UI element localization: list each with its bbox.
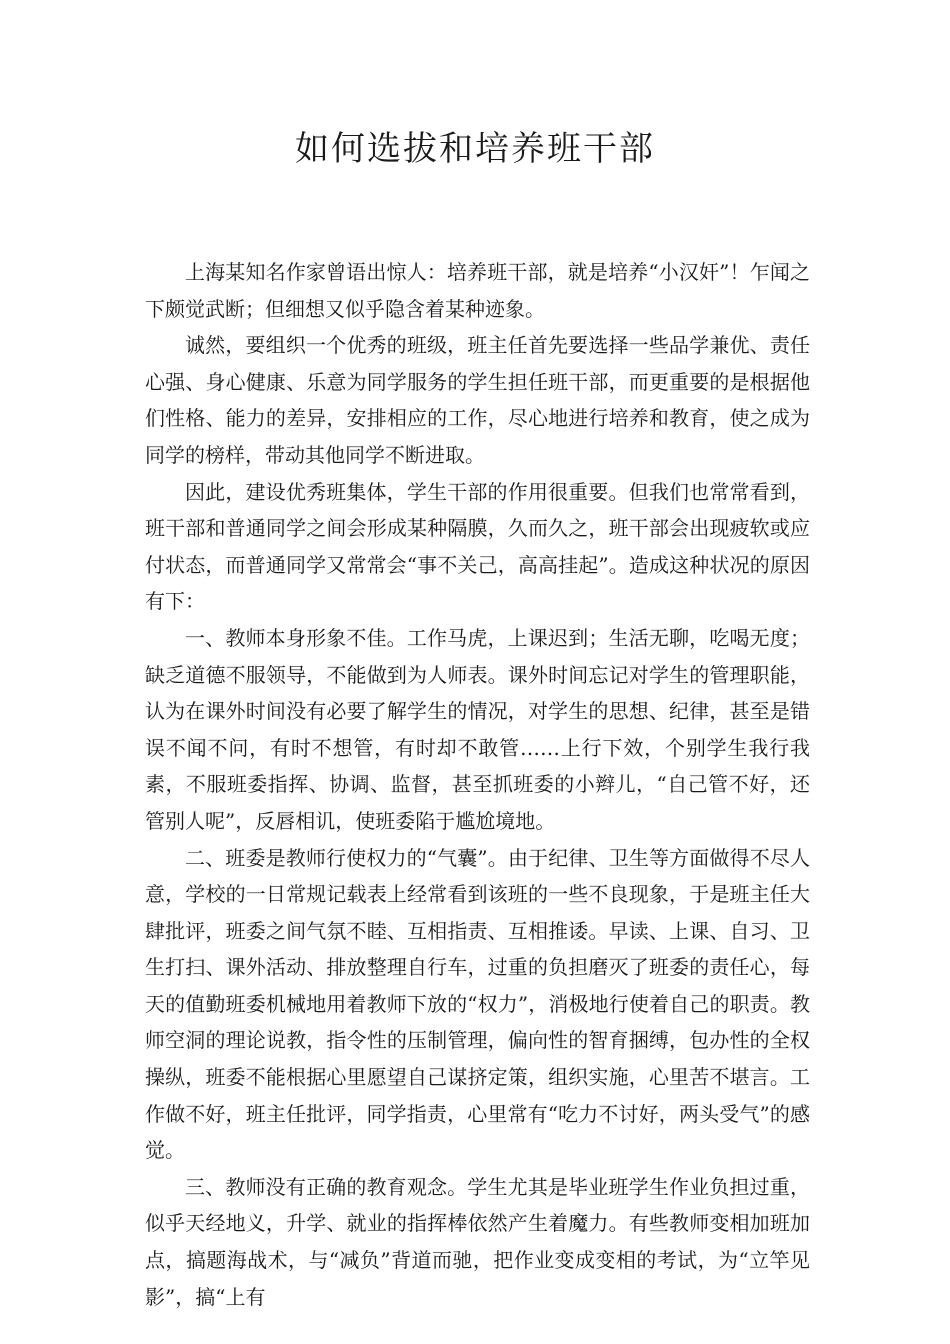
paragraph-intro: 上海某知名作家曾语出惊人：培养班干部，就是培养“小汉奸”！乍闻之下颇觉武断；但细想又似乎隐含着某种迹象。	[145, 260, 810, 321]
document-body	[145, 254, 810, 1315]
document-title: 如何选拔和培养班干部	[295, 129, 655, 169]
paragraph-point-three: 三、教师没有正确的教育观念。学生尤其是毕业班学生作业负担过重，似乎天经地义，升学、就业的指挥棒依然产生着魔力。有些教师变相加班加点，搞题海战术，与“减负”背道而驰，把作业变成变相的考试，为“立竿见影”，搞“上有	[145, 1174, 810, 1309]
paragraph-reasons: 因此，建设优秀班集体，学生干部的作用很重要。但我们也常常看到，班干部和普通同学之间会形成某种隔膜，久而久之，班干部会出现疲软或应付状态，而普通同学又常常会“事不关己，高高挂起”。造成这种状况的原因有下：	[145, 479, 810, 614]
paragraph-point-one: 一、教师本身形象不佳。工作马虎，上课迟到；生活无聊，吃喝无度；缺乏道德不服领导，不能做到为人师表。课外时间忘记对学生的管理职能，认为在课外时间没有必要了解学生的情况，对学生的思想、纪律，甚至是错误不闻不问，有时不想管，有时却不敢管……上行下效，个别学生我行我素，不服班委指挥、协调、监督，甚至抓班委的小辫儿，“自己管不好，还管别人呢”，反唇相讥，使班委陷于尴尬境地。	[145, 625, 810, 833]
paragraph-selection: 诚然，要组织一个优秀的班级，班主任首先要选择一些品学兼优、责任心强、身心健康、乐意为同学服务的学生担任班干部，而更重要的是根据他们性格、能力的差异，安排相应的工作，尽心地进行培养和教育，使之成为同学的榜样，带动其他同学不断进取。	[145, 333, 810, 467]
paragraph-point-two: 二、班委是教师行使权力的“气囊”。由于纪律、卫生等方面做得不尽人意，学校的一日常规记载表上经常看到该班的一些不良现象，于是班主任大肆批评，班委之间气氛不睦、互相指责、互相推诿。早读、上课、自习、卫生打扫、课外活动、排放整理自行车，过重的负担磨灭了班委的责任心，每天的值勤班委机械地用着教师下放的“权力”，消极地行使着自己的职责。教师空洞的理论说教，指令性的压制管理，偏向性的智育捆缚，包办性的全权操纵，班委不能根据心里愿望自己谋挤定策，组织实施，心里苦不堪言。工作做不好，班主任批评，同学指责，心里常有“吃力不讨好，两头受气”的感觉。	[145, 845, 810, 1163]
